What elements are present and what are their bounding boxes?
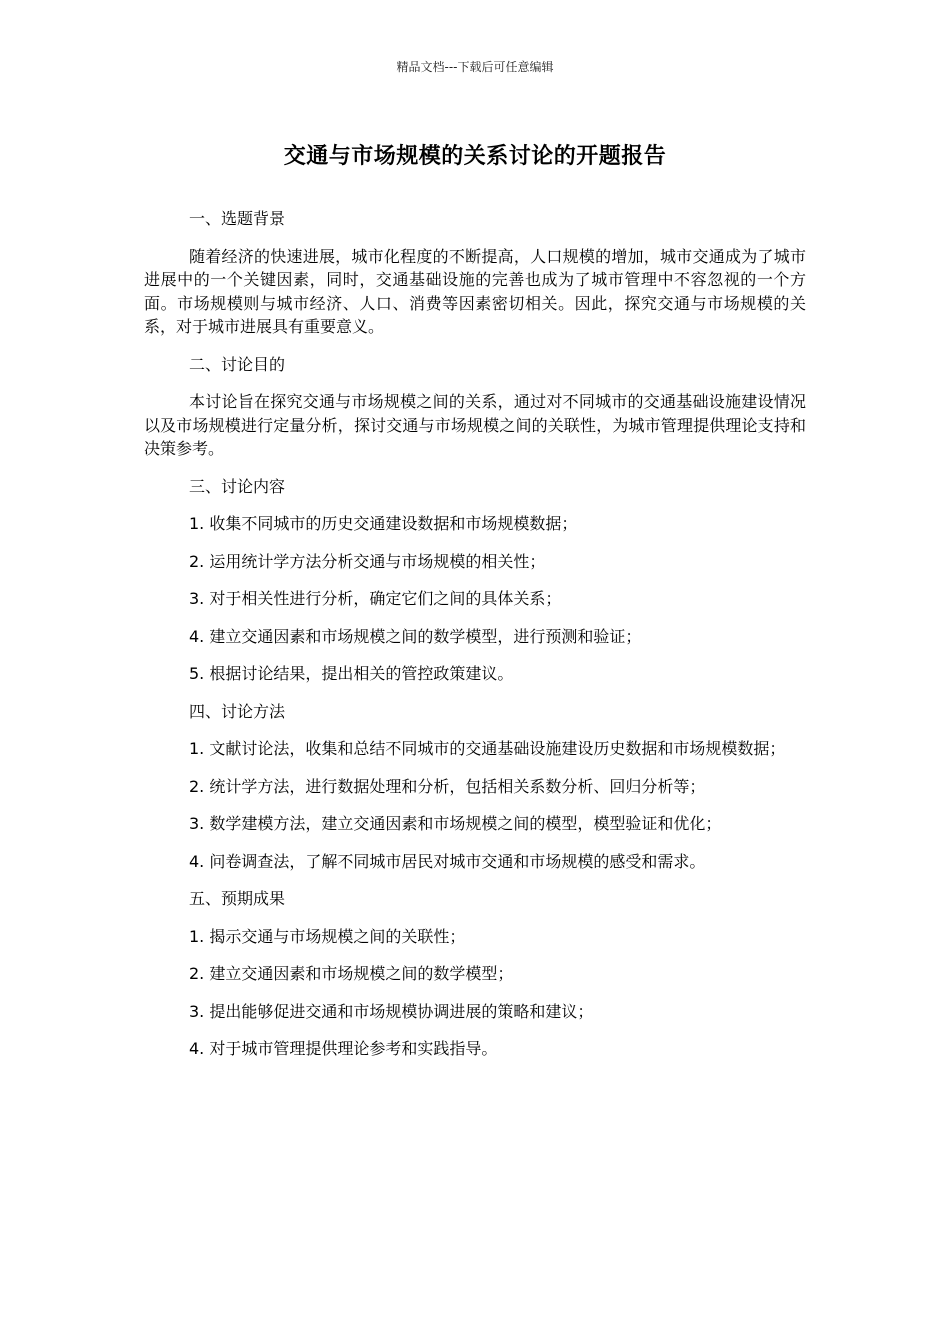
methods-item: 4. 问卷调查法，了解不同城市居民对城市交通和市场规模的感受和需求。 [189,851,706,871]
outcomes-item: 2. 建立交通因素和市场规模之间的数学模型； [189,964,514,983]
content-item: 1. 收集不同城市的历史交通建设数据和市场规模数据； [189,514,578,533]
purpose-paragraph: 本讨论旨在探究交通与市场规模之间的关系，通过对不同城市的交通基础设施建设情况以及市场规模进行定量分析，探讨交通与市场规模之间的关联性，为城市管理提供理论支持和决策参考。 [144,392,806,458]
methods-item: 3. 数学建模方法，建立交通因素和市场规模之间的模型，模型验证和优化； [189,814,722,833]
content-item: 2. 运用统计学方法分析交通与市场规模的相关性； [189,551,546,571]
content-item: 3. 对于相关性进行分析，确定它们之间的具体关系； [189,589,562,608]
document-title: 交通与市场规模的关系讨论的开题报告 [283,144,667,169]
header-note: 精品文档---下载后可任意编辑 [396,60,554,74]
methods-item: 1. 文献讨论法，收集和总结不同城市的交通基础设施建设历史数据和市场规模数据； [189,739,786,758]
section-heading-methods: 四、讨论方法 [189,701,286,721]
background-paragraph: 随着经济的快速进展，城市化程度的不断提高，人口规模的增加，城市交通成为了城市进展中的一个关键因素，同时，交通基础设施的完善也成为了城市管理中不容忽视的一个方面。市场规模则与城市经济、人口、消费等因素密切相关。因此，探究交通与市场规模的关系，对于城市进展具有重要意义。 [144,246,806,336]
methods-item: 2. 统计学方法，进行数据处理和分析，包括相关系数分析、回归分析等； [189,776,706,796]
content-item: 5. 根据讨论结果，提出相关的管控政策建议。 [189,664,514,683]
document-body [144,207,806,1075]
outcomes-item: 1. 揭示交通与市场规模之间的关联性； [189,926,466,946]
section-heading-background: 一、选题背景 [189,209,286,228]
section-heading-purpose: 二、讨论目的 [189,354,286,374]
outcomes-item: 4. 对于城市管理提供理论参考和实践指导。 [189,1039,498,1058]
content-item: 4. 建立交通因素和市场规模之间的数学模型，进行预测和验证； [189,626,642,646]
outcomes-item: 3. 提出能够促进交通和市场规模协调进展的策略和建议； [189,1001,594,1021]
section-heading-content: 三、讨论内容 [189,476,286,496]
section-heading-outcomes: 五、预期成果 [189,889,286,908]
